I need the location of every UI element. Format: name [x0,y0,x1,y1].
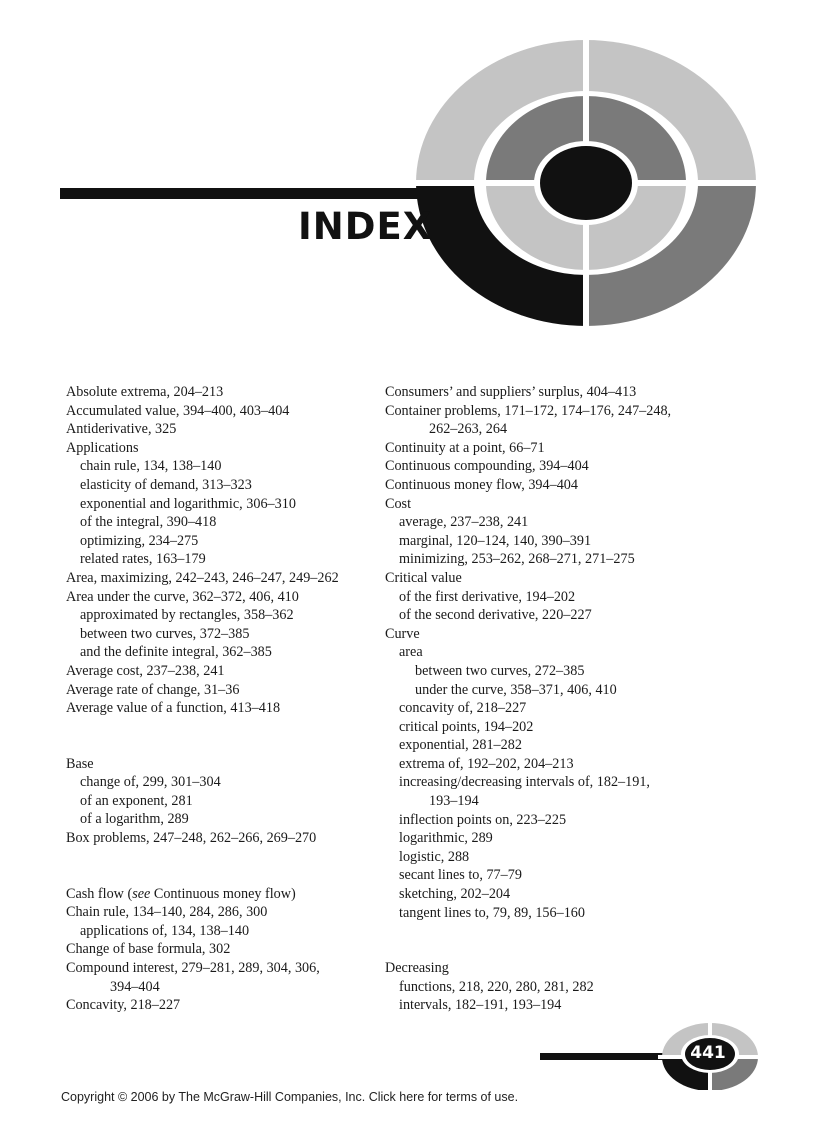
index-entry-text: Cash flow ( [66,885,133,902]
index-entry [66,588,376,607]
index-subentry [385,550,715,569]
index-entry-text: minimizing, 253–262, 268–271, 271–275 [399,551,635,568]
index-entry-text: approximated by rectangles, 358–362 [80,607,294,624]
index-entry-text: Box problems, 247–248, 262–266, 269–270 [66,830,317,847]
index-entry [66,940,376,959]
index-entry-text: of a logarithm, 289 [80,811,189,828]
header-target-graphic [0,0,816,360]
index-subentry [385,643,715,662]
index-subentry [385,513,715,532]
index-subentry [385,662,715,681]
index-entry-text: Cost [385,495,412,512]
index-entry-text: optimizing, 234–275 [80,532,199,549]
index-entry-text: of the integral, 390–418 [80,514,217,531]
index-entry [66,829,376,848]
index-entry [66,681,376,700]
index-subentry [385,681,715,700]
index-entry-text: 262–263, 264 [429,421,508,438]
index-subentry [385,811,715,830]
index-entry-text: functions, 218, 220, 280, 281, 282 [399,978,594,995]
index-entry-text: of the first derivative, 194–202 [399,588,576,605]
index-entry-text: exponential and logarithmic, 306–310 [80,495,296,512]
index-entry-text: concavity of, 218–227 [399,700,527,717]
index-entry-text: Base [66,755,94,772]
index-entry-text: Continuous compounding, 394–404 [385,458,589,475]
index-entry [385,959,715,978]
index-subentry [66,476,376,495]
index-entry-text: Continuity at a point, 66–71 [385,439,545,456]
index-entry-text: Decreasing [385,960,449,977]
index-entry-text: Area, maximizing, 242–243, 246–247, 249–262 [66,569,339,586]
index-entry-italic: see [132,885,151,902]
index-entry-text: Chain rule, 134–140, 284, 286, 300 [66,904,268,921]
index-entry-text: average, 237–238, 241 [399,514,529,531]
index-subentry [385,606,715,625]
index-entry-text: 193–194 [429,793,479,810]
index-entry-text: Critical value [385,569,462,586]
index-subentry [66,625,376,644]
index-entry [66,903,376,922]
index-subentry [66,792,376,811]
index-entry-text: Curve [385,625,420,642]
index-entry [385,439,715,458]
index-entry [66,755,376,774]
index-entry-text: Average value of a function, 413–418 [66,700,281,717]
index-subentry [385,532,715,551]
index-subentry [385,736,715,755]
index-subentry [385,978,715,997]
index-subentry [385,848,715,867]
index-entry-text: Area under the curve, 362–372, 406, 410 [66,588,299,605]
index-column-left [66,383,376,1015]
index-entry [66,439,376,458]
index-entry-text: Antiderivative, 325 [66,421,177,438]
index-column-right [385,383,715,1015]
index-subentry [66,457,376,476]
index-entry [66,569,376,588]
index-entry-text: related rates, 163–179 [80,551,206,568]
index-entry-text: Average rate of change, 31–36 [66,681,240,698]
index-entry [66,420,376,439]
index-entry-text: logarithmic, 289 [399,830,493,847]
index-subentry [66,643,376,662]
index-entry-text: inflection points on, 223–225 [399,811,567,828]
index-entry-text: secant lines to, 77–79 [399,867,522,884]
index-entry-text: exponential, 281–282 [399,737,522,754]
section-gap [66,848,376,885]
index-entry [66,699,376,718]
index-entry-text: Consumers’ and suppliers’ surplus, 404–413 [385,384,637,400]
index-entry-text: elasticity of demand, 313–323 [80,476,252,493]
index-entry-text: Continuous money flow, 394–404 [385,476,578,493]
index-entry-text: 394–404 [110,978,160,995]
index-subentry [385,996,715,1015]
index-entry-text: applications of, 134, 138–140 [80,922,250,939]
index-entry [385,402,715,421]
index-subentry [385,755,715,774]
index-entry [66,662,376,681]
index-entry-text: sketching, 202–204 [399,886,511,903]
index-entry-text: critical points, 194–202 [399,718,534,735]
index-entry-text: chain rule, 134, 138–140 [80,458,222,475]
index-subentry [66,550,376,569]
header-rule [60,188,446,199]
bullseye-center [540,146,632,220]
index-subentry [385,420,715,439]
index-subentry [66,773,376,792]
index-entry-text: Compound interest, 279–281, 289, 304, 306, [66,960,320,977]
index-entry [385,625,715,644]
index-entry-text: Accumulated value, 394–400, 403–404 [66,402,290,419]
index-entry-text: of the second derivative, 220–227 [399,607,592,624]
index-entry-text: Container problems, 171–172, 174–176, 247–248, [385,402,672,419]
index-entry [385,383,715,402]
index-subentry [385,773,715,792]
index-subentry [66,922,376,941]
index-entry [385,476,715,495]
index-entry-text: Applications [66,439,139,456]
index-subentry [385,588,715,607]
index-entry [385,457,715,476]
index-entry-text: under the curve, 358–371, 406, 410 [415,681,617,698]
index-entry-text: between two curves, 372–385 [80,625,250,642]
index-subentry [66,513,376,532]
index-entry-text: increasing/decreasing intervals of, 182–191, [399,774,650,791]
index-entry-text: Average cost, 237–238, 241 [66,662,225,679]
index-subentry [66,978,376,997]
index-subentry [66,495,376,514]
index-entry [66,402,376,421]
page-title: INDEX [298,205,433,248]
index-entry [66,996,376,1015]
index-subentry [385,866,715,885]
index-entry-text: Concavity, 218–227 [66,997,181,1014]
index-subentry [66,606,376,625]
copyright-link[interactable]: Copyright © 2006 by The McGraw-Hill Companies, Inc. Click here for terms of use. [61,1090,519,1104]
index-entry [66,885,376,904]
index-entry [66,959,376,978]
index-subentry [66,532,376,551]
index-subentry [385,904,715,923]
index-subentry [66,810,376,829]
index-subentry [385,885,715,904]
index-entry-text: Absolute extrema, 204–213 [66,384,224,400]
index-entry-text: intervals, 182–191, 193–194 [399,997,562,1014]
footer-target-graphic [540,1020,770,1090]
index-entry-text: between two curves, 272–385 [415,662,585,679]
index-entry-text: and the definite integral, 362–385 [80,644,272,661]
index-entry-text: of an exponent, 281 [80,792,193,809]
index-entry-text: change of, 299, 301–304 [80,774,221,791]
page-number: 441 [690,1043,726,1063]
index-entry-text: tangent lines to, 79, 89, 156–160 [399,904,585,921]
index-entry-text-after: Continuous money flow) [150,885,296,902]
section-gap [385,922,715,959]
index-entry-text: Change of base formula, 302 [66,941,231,958]
index-entry-text: marginal, 120–124, 140, 390–391 [399,532,592,549]
index-subentry [385,792,715,811]
index-entry [385,569,715,588]
section-gap [66,718,376,755]
index-subentry [385,699,715,718]
index-entry-text: logistic, 288 [399,848,470,865]
index-entry-text: area [399,644,423,661]
index-entry [66,383,376,402]
index-subentry [385,718,715,737]
index-entry-text: extrema of, 192–202, 204–213 [399,755,574,772]
index-entry [385,495,715,514]
index-subentry [385,829,715,848]
